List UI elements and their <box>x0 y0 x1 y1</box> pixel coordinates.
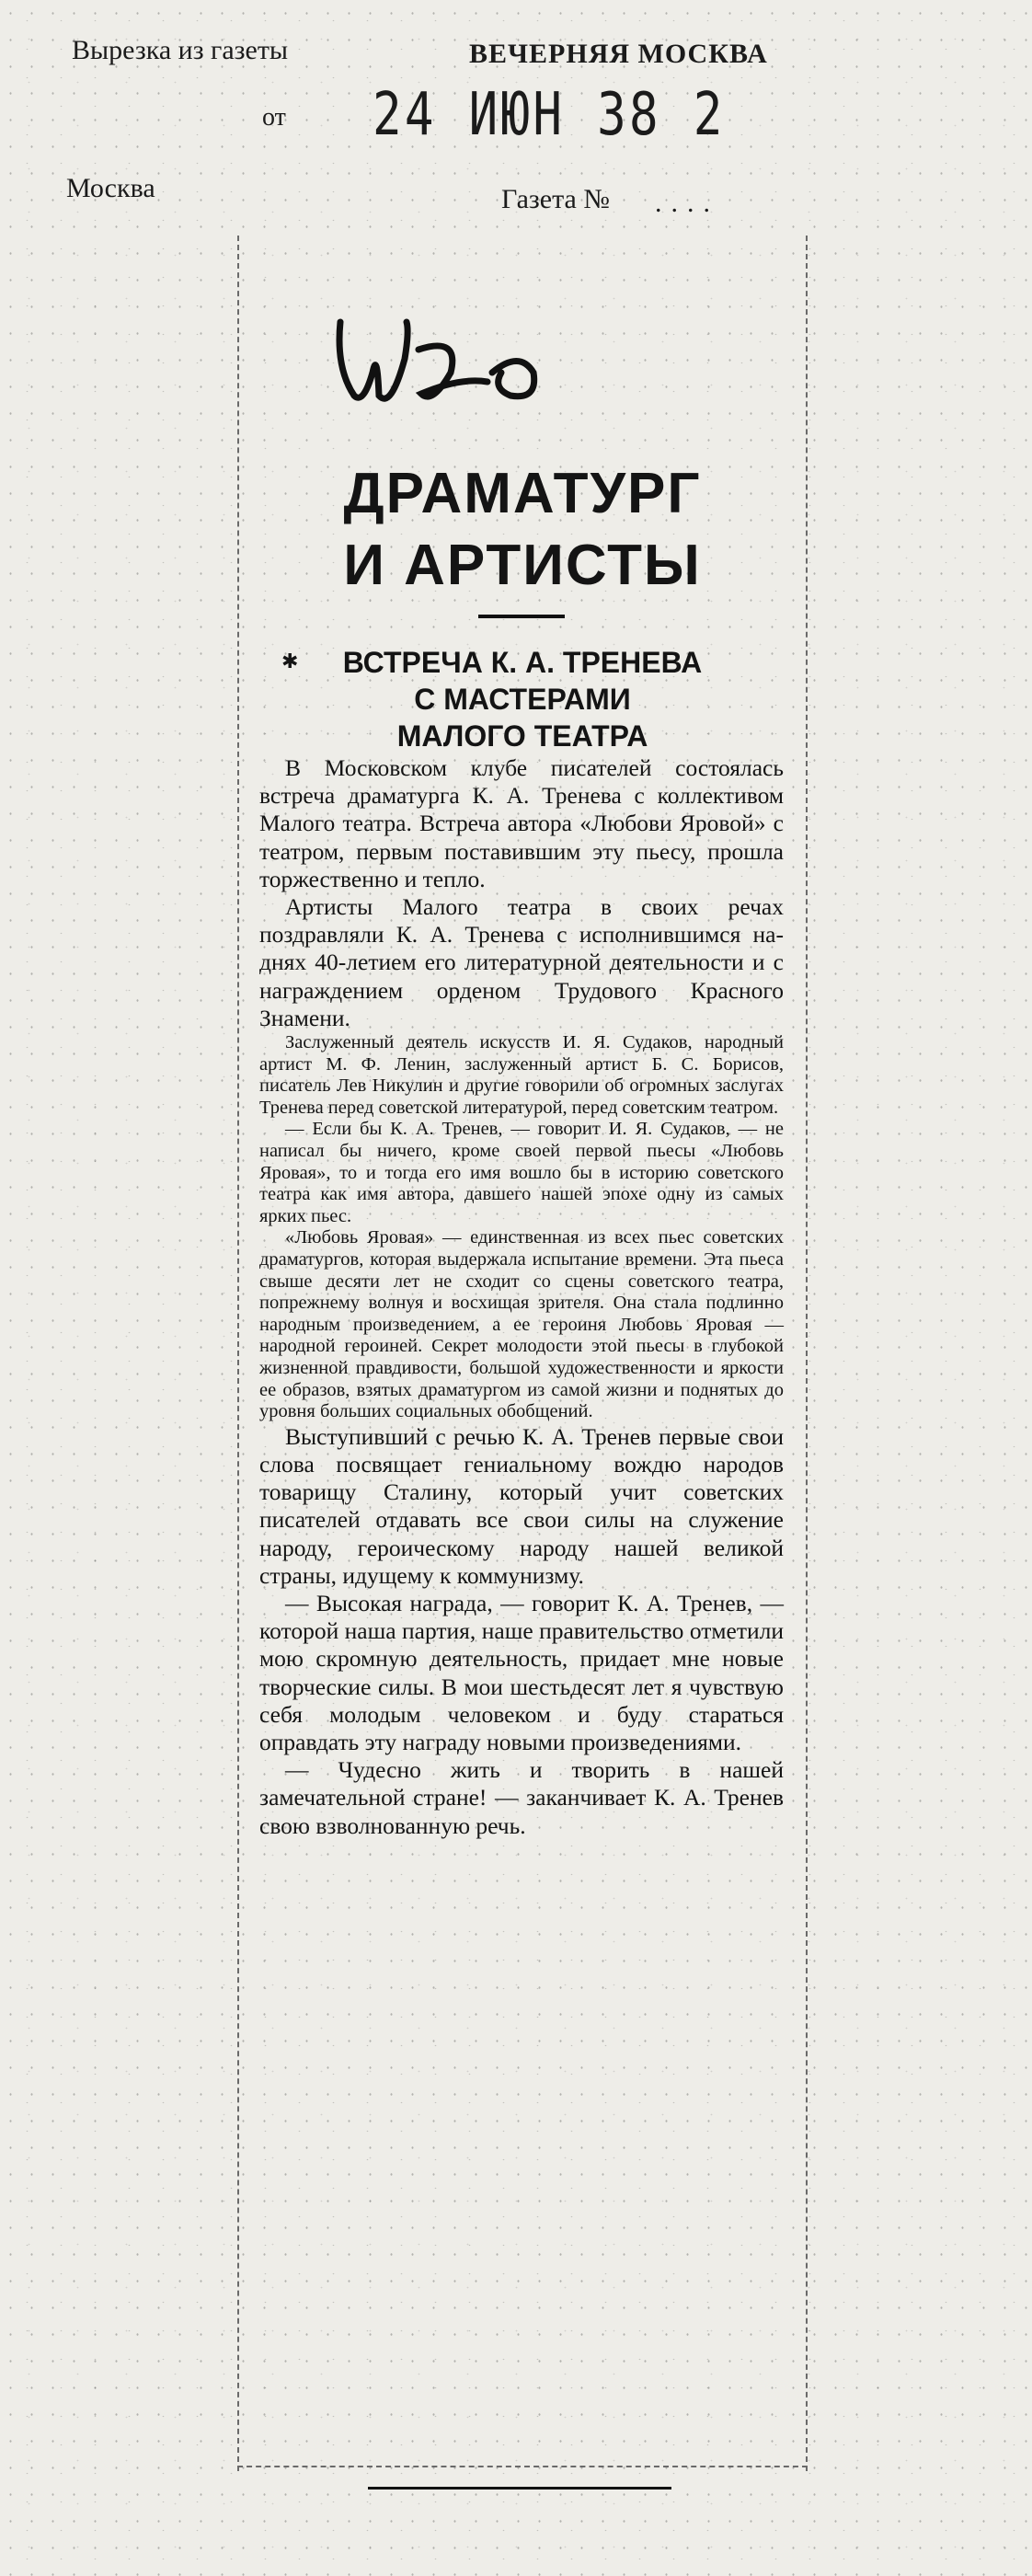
article-paragraph: Заслуженный деятель искусств И. Я. Судаков, народный артист М. Ф. Ленин, заслуженный артист Б. С. Борисов, писатель Лев Никулин и другие говорили об огромных заслугах Тренева перед советской литературой, перед советским театром. <box>259 1032 784 1118</box>
subhead-line-2: С МАСТЕРАМИ <box>414 683 631 716</box>
handwritten-signature <box>322 285 552 423</box>
date-from-label: от <box>262 103 286 132</box>
date-stamp: 24 ИЮН 38 2 <box>373 81 726 149</box>
headline-line-2: И АРТИСТЫ <box>343 534 702 597</box>
subhead-line-3: МАЛОГО ТЕАТРА <box>396 719 648 753</box>
article-headline <box>237 458 808 602</box>
article-paragraph: — Чудесно жить и творить в нашей замечательной стране! — заканчивает К. А. Тренев свою взволнованную речь. <box>259 1756 784 1839</box>
article-paragraph: — Высокая награда, — говорит К. А. Тренев, — которой наша партия, наше правительство отметили мою скромную деятельность, придает мне новые творческие силы. В мои шестьдесят лет я чувствую себя молодым человеком и буду стараться оправдать эту награду новыми произведениями. <box>259 1589 784 1755</box>
gazeta-number-value: .... <box>655 188 719 218</box>
article-paragraph: «Любовь Яровая» — единственная из всех пьес советских драматургов, которая выдержала испытание времени. Эта пьеса свыше десяти лет не сходит со сцены советского театра, попрежнему волнуя и восхищая зрителя. Она стала подлинно народным произведением, а ее героиня Любовь Яровая — народной героиней. Секрет молодости этой пьесы в глубокой жизненной правдивости, большой художественности и яркости ее образов, взятых драматургом из самой жизни и поднятых до уровня больших социальных обобщений. <box>259 1227 784 1422</box>
article-paragraph: Выступивший с речью К. А. Тренев первые свои слова посвящает гениальному вождю народов товарищу Сталину, который учит советских писателей отдавать все свои силы на служение народу, героическому народу нашей великой страны, идущему к коммунизму. <box>259 1422 784 1589</box>
gazeta-number-label: Газета № <box>501 184 610 214</box>
headline-rule <box>478 615 565 618</box>
article-subheadline <box>237 644 808 754</box>
clipping-bottom-edge <box>237 2466 808 2467</box>
article-paragraph: В Московском клубе писателей состоялась встреча драматурга К. А. Тренева с коллективом Малого театра. Встреча автора «Любови Яровой» с театром, первым поставившим эту пьесу, прошла торжественно и тепло. <box>259 754 784 892</box>
article-end-rule <box>368 2487 671 2490</box>
subhead-ornament-icon: ✱ <box>281 650 299 673</box>
clipping-label: Вырезка из газеты <box>72 35 289 65</box>
article-paragraph: Артисты Малого театра в своих речах поздравляли К. А. Тренева с исполнившимся на-днях 40-летием его литературной деятельности и с награждением орденом Трудового Красного Знамени. <box>259 893 784 1031</box>
headline-line-1: ДРАМАТУРГ <box>343 462 702 525</box>
subhead-line-1: ВСТРЕЧА К. А. ТРЕНЕВА <box>342 646 703 679</box>
article-paragraph: — Если бы К. А. Тренев, — говорит И. Я. Судаков, — не написал бы ничего, кроме своей первой пьесы «Любовь Яровая», то и тогда его имя вошло бы в историю советского театра как имя автора, давшего нашей эпохе одну из самых ярких пьес. <box>259 1119 784 1226</box>
newspaper-name: ВЕЧЕРНЯЯ МОСКВА <box>469 39 768 69</box>
city-label: Москва <box>66 173 155 203</box>
article-body <box>259 754 784 1840</box>
